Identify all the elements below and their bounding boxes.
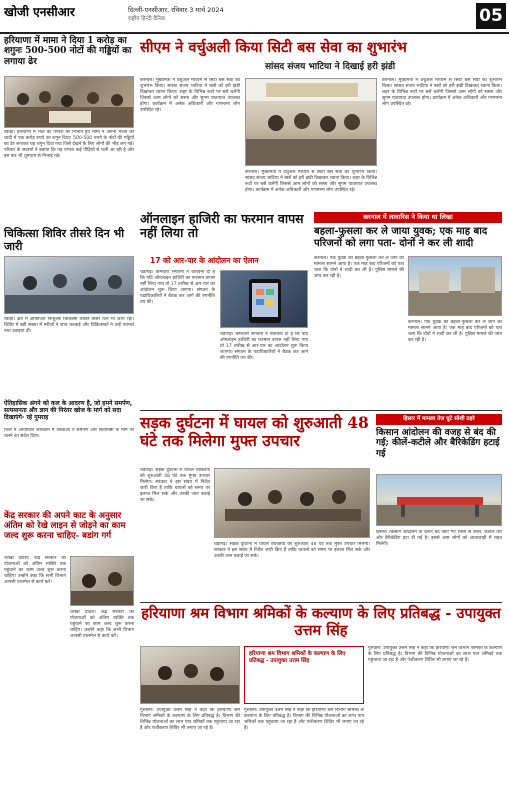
tagline: राष्ट्रीय हिन्दी दैनिक — [128, 16, 166, 22]
schemes-photo — [70, 556, 134, 606]
section-divider-bottom — [140, 602, 502, 603]
attendance-photo — [220, 270, 308, 328]
brief-headline: ऐतिहासिक अंगने को कल के आदरण है, जो हमने समर्पण, सत्यमानता और ज्ञान की निरंतर खोज के मार्ग को सदा दिखाएंगे- रहे गुमराह — [4, 400, 133, 422]
masthead-title: खोजी एनसीआर — [4, 5, 75, 19]
section-divider — [140, 410, 502, 411]
brief-body: जिले में आयोजित कार्यक्रम में वक्ताओं ने समर्पण और सत्यनिष्ठा के मार्ग पर चलने का संदेश दिया। — [4, 428, 134, 439]
fake-address-body-col2: करनाल। एक युवक को बहला-फुसला कर ले जाने का मामला सामने आया है। एक माह बाद परिजनों को पता चला कि दोनों ने शादी कर ली है। पुलिस मामले की जांच कर रही है। — [408, 320, 502, 343]
attendance-body-col2: चंडीगढ़। कर्मचारी संगठनों ने चेतावनी दी है कि यदि ऑनलाइन हाजिरी का फरमान वापस नहीं लिया गया तो 17 तारीख से आर-पार का आंदोलन शुरू किया जाएगा। संगठन के पदाधिकारियों ने बैठक कर आगे की रणनीति तय की। — [220, 332, 308, 361]
labour-body-col1: गुरुग्राम। उपायुक्त उत्तम सिंह ने कहा कि हरियाणा श्रम विभाग श्रमिकों के कल्याण के लिए प्रतिबद्ध है। विभाग की विभिन्न योजनाओं का लाभ पात्र श्रमिकों तक पहुंचाया जा रहा है और पंजीकरण शिविर भी लगाए जा रहे हैं। — [140, 708, 240, 731]
haryana-money-headline: हरियाणा में मामा ने दिया 1 करोड़ का शगुनः 500-500 नोटों की गड्डियों का लगाया ढेर — [4, 36, 132, 67]
dateline: दिल्ली-एनसीआर, रविवार 3 मार्च 2024 — [128, 6, 224, 14]
city-bus-subhead: सांसद संजय भाटिया ने दिखाई हरी झंडी — [264, 62, 396, 72]
page-number: 05 — [476, 3, 506, 29]
phone-photo-illustration — [221, 271, 308, 328]
fake-address-headline: बहला-फुसला कर ले जाया युवक; एक माह बाद परिजनों को लगा पता- दोनों ने कर ली शादी — [314, 226, 488, 249]
ceremony-photo-illustration — [246, 79, 377, 166]
crowd-photo-illustration — [5, 77, 134, 128]
officials-photo-illustration — [71, 557, 134, 606]
health-camp-body: रेवाड़ी। क्षेत्र में आयोजित निःशुल्क चिकित्सा शिविर तीसरे दिन भी जारी रहा। शिविर में बड़ी संख्या में मरीजों ने जांच करवाई और चिकित्सकों ने उन्हें परामर्श तथा दवाइयां दीं। — [4, 317, 134, 334]
farmers-photo — [376, 474, 502, 526]
city-bus-body-col2: करनाल। मुख्यमंत्री ने वर्चुअल माध्यम से सिटी बस सेवा का शुभारंभ किया। सांसद संजय भाटिया ने बसों को हरी झंडी दिखाकर रवाना किया। शहर के विभिन्न रूटों पर बसें चलेंगी जिससे आम लोगों को सस्ता और सुगम यातायात उपलब्ध होगा। कार्यक्रम में अनेक अधिकारी और गणमान्य लोग उपस्थित रहे। — [245, 170, 377, 193]
haryana-money-photo — [4, 76, 134, 128]
attendance-headline: ऑनलाइन हाजिरी का फरमान वापस नहीं लिया तो — [140, 211, 304, 241]
fake-address-body: करनाल। एक युवक को बहला-फुसला कर ले जाने का मामला सामने आया है। एक माह बाद परिजनों को पता चला कि दोनों ने शादी कर ली है। पुलिस मामले की जांच कर रही है। — [314, 256, 404, 279]
labour-body-col3: गुरुग्राम। उपायुक्त उत्तम सिंह ने कहा कि हरियाणा श्रम विभाग श्रमिकों के कल्याण के लिए प्रतिबद्ध है। विभाग की विभिन्न योजनाओं का लाभ पात्र श्रमिकों तक पहुंचाया जा रहा है और पंजीकरण शिविर भी लगाए जा रहे हैं। — [368, 646, 502, 663]
camp-photo-illustration — [5, 257, 134, 314]
haryana-money-body: रेवाड़ी। हरियाणा में भात की परंपरा को निभाते हुए मामा ने अपनी भांजी की शादी में एक करोड़ रुपये का शगुन दिया। 500-500 रुपये के नोटों की गड्डियों का ढेर लगाकर यह शगुन दिया गया जिसे देखने के लिए लोगों की भीड़ लग गई। परिवार के सदस्यों ने बताया कि यह परंपरा कई पीढ़ियों से चली आ रही है और इस बार भी धूमधाम से निभाई गई। — [4, 130, 134, 159]
farmers-kicker: हिसार में मामला तेज घुटे सोशी ठहरे — [376, 414, 502, 425]
labour-highlight-text: हरियाणा श्रम विभाग श्रमिकों के कल्याण के लिए प्रतिबद्ध - उपायुक्त उत्तम सिंह — [249, 651, 346, 664]
schemes-body-col2: चरखी दादरी। केंद्र सरकार की योजनाओं को अंतिम व्यक्ति तक पहुंचाने का काम जल्द शुरू करना चाहिए। उन्होंने कहा कि सभी विभाग आपसी तालमेल से कार्य करें। — [70, 610, 134, 639]
labour-body-col2: गुरुग्राम। उपायुक्त उत्तम सिंह ने कहा कि हरियाणा श्रम विभाग श्रमिकों के कल्याण के लिए प्रतिबद्ध है। विभाग की विभिन्न योजनाओं का लाभ पात्र श्रमिकों तक पहुंचाया जा रहा है और पंजीकरण शिविर भी लगाए जा रहे हैं। — [244, 708, 364, 731]
farmers-headline: किसान आंदोलन की वजह से बंद की गई; कीलें-कटीले और बैरिकेडिंग हटाई गई — [376, 428, 500, 459]
health-camp-photo — [4, 256, 134, 314]
city-bus-photo — [245, 78, 377, 166]
city-bus-headline: सीएम ने वर्चुअली किया सिटी बस सेवा का शुभारंभ — [140, 39, 407, 56]
meeting-photo-illustration — [215, 469, 370, 538]
health-camp-headline: चिकित्सा शिविर तीसरे दिन भी जारी — [4, 227, 125, 253]
fake-address-kicker: करनाल में लावारिस ने किया था लिखा — [314, 212, 502, 223]
attendance-subhead: 17 को आर-पार के आंदोलन का ऐलान — [150, 256, 259, 265]
farmers-body: हिसार। किसान आंदोलन के चलते बंद किए गए रास्तों से कीलें, कटीले तार और बैरिकेडिंग हटा दी गई है। इससे आम लोगों को आवाजाही में राहत मिलेगी। — [376, 530, 502, 547]
labour-highlight-box — [244, 646, 364, 704]
city-bus-body-col1: करनाल। मुख्यमंत्री ने वर्चुअल माध्यम से सिटी बस सेवा का शुभारंभ किया। सांसद संजय भाटिया ने बसों को हरी झंडी दिखाकर रवाना किया। शहर के विभिन्न रूटों पर बसें चलेंगी जिससे आम लोगों को सस्ता और सुगम यातायात उपलब्ध होगा। कार्यक्रम में अनेक अधिकारी और गणमान्य लोग उपस्थित रहे। — [140, 78, 240, 113]
accident-body-col2: चंडीगढ़। सड़क दुर्घटना में घायल व्यक्तियों को शुरुआती 48 घंटे तक मुफ्त उपचार मिलेगा। सरकार ने इस संबंध में निर्देश जारी किए हैं ताकि घायलों को समय पर इलाज मिल सके और उनकी जान बचाई जा सके। — [214, 542, 370, 559]
masthead — [0, 0, 509, 34]
labour-photo — [140, 646, 240, 704]
city-bus-body-col3: करनाल। मुख्यमंत्री ने वर्चुअल माध्यम से सिटी बस सेवा का शुभारंभ किया। सांसद संजय भाटिया ने बसों को हरी झंडी दिखाकर रवाना किया। शहर के विभिन्न रूटों पर बसें चलेंगी जिससे आम लोगों को सस्ता और सुगम यातायात उपलब्ध होगा। कार्यक्रम में अनेक अधिकारी और गणमान्य लोग उपस्थित रहे। — [382, 78, 502, 107]
accident-headline: सड़क दुर्घटना में घायल को शुरुआती 48 घंटे तक मिलेगा मुफ्त उपचार — [140, 413, 369, 450]
schemes-body: चरखी दादरी। केंद्र सरकार की योजनाओं को अंतिम व्यक्ति तक पहुंचाने का काम जल्द शुरू करना चाहिए। उन्होंने कहा कि सभी विभाग आपसी तालमेल से कार्य करें। — [4, 556, 66, 585]
fake-address-photo — [408, 256, 502, 316]
accident-body: चंडीगढ़। सड़क दुर्घटना में घायल व्यक्तियों को शुरुआती 48 घंटे तक मुफ्त उपचार मिलेगा। सरकार ने इस संबंध में निर्देश जारी किए हैं ताकि घायलों को समय पर इलाज मिल सके और उनकी जान बचाई जा सके। — [140, 468, 210, 503]
workers-photo-illustration — [141, 647, 240, 704]
attendance-body: चंडीगढ़। कर्मचारी संगठनों ने चेतावनी दी है कि यदि ऑनलाइन हाजिरी का फरमान वापस नहीं लिया गया तो 17 तारीख से आर-पार का आंदोलन शुरू किया जाएगा। संगठन के पदाधिकारियों ने बैठक कर आगे की रणनीति तय की। — [140, 270, 215, 305]
labour-headline: हरियाणा श्रम विभाग श्रमिकों के कल्याण के लिए प्रतिबद्ध - उपायुक्त उत्तम सिंह — [141, 605, 501, 639]
barricade-photo-illustration — [377, 475, 502, 526]
schemes-headline: केंद्र सरकार की अपने काट के अनुसार अंतिम को रेखे लाइन से जोड़ने का काम जल्द शुरू करना चाहिए- बडांग गर्ग — [4, 511, 126, 541]
street-photo-illustration — [409, 257, 502, 316]
accident-photo — [214, 468, 370, 538]
